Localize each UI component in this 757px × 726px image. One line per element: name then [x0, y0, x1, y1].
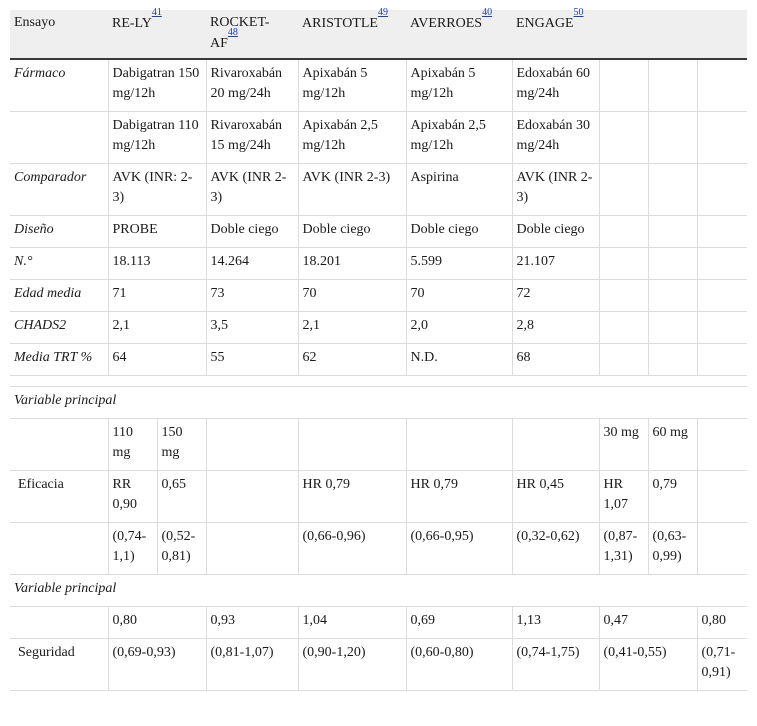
cell: (0,81-1,07) [206, 639, 298, 691]
cell: 71 [108, 280, 206, 312]
cell: 3,5 [206, 312, 298, 344]
cell [697, 59, 747, 112]
cell [648, 280, 697, 312]
cell: (0,52-0,81) [157, 523, 206, 575]
cell: Rivaroxabán 15 mg/24h [206, 112, 298, 164]
cell [599, 344, 648, 376]
cell: (0,90-1,20) [298, 639, 406, 691]
row-label: Seguridad [10, 639, 108, 691]
cell: 30 mg [599, 419, 648, 471]
cell: Dabigatran 150 mg/12h [108, 59, 206, 112]
cell: Edoxabán 60 mg/24h [512, 59, 599, 112]
cell [206, 471, 298, 523]
cell [648, 164, 697, 216]
cell: 62 [298, 344, 406, 376]
row-label: Eficacia [10, 471, 108, 523]
cell: 2,0 [406, 312, 512, 344]
header-trial: Ensayo [10, 10, 108, 59]
cell: 55 [206, 344, 298, 376]
cell: (0,66-0,96) [298, 523, 406, 575]
table-row [10, 523, 747, 575]
cell: Doble ciego [406, 216, 512, 248]
cell: Apixabán 2,5 mg/12h [406, 112, 512, 164]
cell [697, 312, 747, 344]
cell: Aspirina [406, 164, 512, 216]
header-rocket: ROCKET-AF$^{48}$ [206, 10, 298, 59]
header-empty [697, 10, 747, 59]
cell [599, 112, 648, 164]
cell [648, 248, 697, 280]
section-title: Variable principal [10, 387, 747, 419]
cell [648, 59, 697, 112]
cell: AVK (INR 2-3) [298, 164, 406, 216]
cell: 0,69 [406, 607, 512, 639]
cell: 70 [406, 280, 512, 312]
cell: 64 [108, 344, 206, 376]
cell: 1,04 [298, 607, 406, 639]
cell: (0,66-0,95) [406, 523, 512, 575]
cell: (0,69-0,93) [108, 639, 206, 691]
header-rely: RE-LY$^{41}$ [108, 10, 206, 59]
cell: 0,80 [108, 607, 206, 639]
spacer-row [10, 376, 747, 387]
cell: 0,79 [648, 471, 697, 523]
cell: 18.113 [108, 248, 206, 280]
section-row-safety [10, 575, 747, 607]
cell: Dabigatran 110 mg/12h [108, 112, 206, 164]
cell: N.D. [406, 344, 512, 376]
cell: 2,8 [512, 312, 599, 344]
ref-link-aristotle[interactable]: 49 [377, 7, 388, 18]
cell: Apixabán 5 mg/12h [298, 59, 406, 112]
cell: 14.264 [206, 248, 298, 280]
cell: 0,80 [697, 607, 747, 639]
header-row [10, 10, 747, 59]
cell: HR 1,07 [599, 471, 648, 523]
row-label: N.° [10, 248, 108, 280]
cell: 2,1 [108, 312, 206, 344]
row-label: Comparador [10, 164, 108, 216]
table-row [10, 248, 747, 280]
cell [599, 164, 648, 216]
cell [697, 280, 747, 312]
trials-comparison-table [10, 7, 747, 691]
cell: 21.107 [512, 248, 599, 280]
table-row [10, 280, 747, 312]
cell: 1,13 [512, 607, 599, 639]
cell: RR 0,90 [108, 471, 157, 523]
table-row [10, 344, 747, 376]
row-label [10, 112, 108, 164]
cell: Doble ciego [298, 216, 406, 248]
table-row [10, 112, 747, 164]
cell: 60 mg [648, 419, 697, 471]
row-label: CHADS2 [10, 312, 108, 344]
cell: AVK (INR 2-3) [206, 164, 298, 216]
cell: 0,65 [157, 471, 206, 523]
cell: HR 0,79 [406, 471, 512, 523]
row-label: Diseño [10, 216, 108, 248]
cell: 18.201 [298, 248, 406, 280]
cell [697, 248, 747, 280]
cell: AVK (INR: 2-3) [108, 164, 206, 216]
ref-link-averroes[interactable]: 40 [482, 7, 493, 18]
cell [697, 471, 747, 523]
row-label [10, 419, 108, 471]
cell [648, 112, 697, 164]
cell: Doble ciego [206, 216, 298, 248]
cell: 0,47 [599, 607, 697, 639]
cell [206, 419, 298, 471]
header-averroes: AVERROES$^{40}$ [406, 10, 512, 59]
cell: (0,41-0,55) [599, 639, 697, 691]
cell: 110 mg [108, 419, 157, 471]
cell: 72 [512, 280, 599, 312]
section-row-efficacy [10, 387, 747, 419]
ref-link-rely[interactable]: 41 [151, 7, 162, 18]
cell: 5.599 [406, 248, 512, 280]
cell: (0,32-0,62) [512, 523, 599, 575]
cell: (0,87-1,31) [599, 523, 648, 575]
ref-link-engage[interactable]: 50 [573, 7, 584, 18]
row-label: Media TRT % [10, 344, 108, 376]
table-row [10, 164, 747, 216]
cell [599, 59, 648, 112]
cell: 73 [206, 280, 298, 312]
cell: Doble ciego [512, 216, 599, 248]
table-row [10, 639, 747, 691]
cell: 70 [298, 280, 406, 312]
table-row [10, 471, 747, 523]
cell: Apixabán 5 mg/12h [406, 59, 512, 112]
spacer-cell [10, 376, 747, 387]
table-row [10, 419, 747, 471]
cell: HR 0,45 [512, 471, 599, 523]
header-empty [648, 10, 697, 59]
table-row [10, 607, 747, 639]
cell: AVK (INR 2-3) [512, 164, 599, 216]
cell: Edoxabán 30 mg/24h [512, 112, 599, 164]
cell [648, 312, 697, 344]
cell [697, 419, 747, 471]
cell: 2,1 [298, 312, 406, 344]
cell: (0,71-0,91) [697, 639, 747, 691]
cell: Apixabán 2,5 mg/12h [298, 112, 406, 164]
table-row [10, 216, 747, 248]
cell: (0,60-0,80) [406, 639, 512, 691]
row-label [10, 607, 108, 639]
cell: Rivaroxabán 20 mg/24h [206, 59, 298, 112]
table-row [10, 59, 747, 112]
row-label: Fármaco [10, 59, 108, 112]
cell [406, 419, 512, 471]
cell [298, 419, 406, 471]
cell: 0,93 [206, 607, 298, 639]
row-label [10, 523, 108, 575]
cell [648, 344, 697, 376]
header-aristotle: ARISTOTLE$^{49}$ [298, 10, 406, 59]
header-engage: ENGAGE$^{50}$ [512, 10, 599, 59]
cell: PROBE [108, 216, 206, 248]
cell [697, 344, 747, 376]
cell: (0,74-1,1) [108, 523, 157, 575]
cell [697, 216, 747, 248]
cell: 68 [512, 344, 599, 376]
cell [599, 216, 648, 248]
cell [599, 280, 648, 312]
cell [599, 312, 648, 344]
row-label: Edad media [10, 280, 108, 312]
ref-link-rocket[interactable]: 48 [227, 27, 238, 38]
cell: (0,63-0,99) [648, 523, 697, 575]
section-title: Variable principal [10, 575, 747, 607]
cell [648, 216, 697, 248]
cell [599, 248, 648, 280]
cell: HR 0,79 [298, 471, 406, 523]
cell [512, 419, 599, 471]
cell [206, 523, 298, 575]
header-empty [599, 10, 648, 59]
cell [697, 112, 747, 164]
cell [697, 523, 747, 575]
cell: 150 mg [157, 419, 206, 471]
cell [697, 164, 747, 216]
table-row [10, 312, 747, 344]
cell: (0,74-1,75) [512, 639, 599, 691]
